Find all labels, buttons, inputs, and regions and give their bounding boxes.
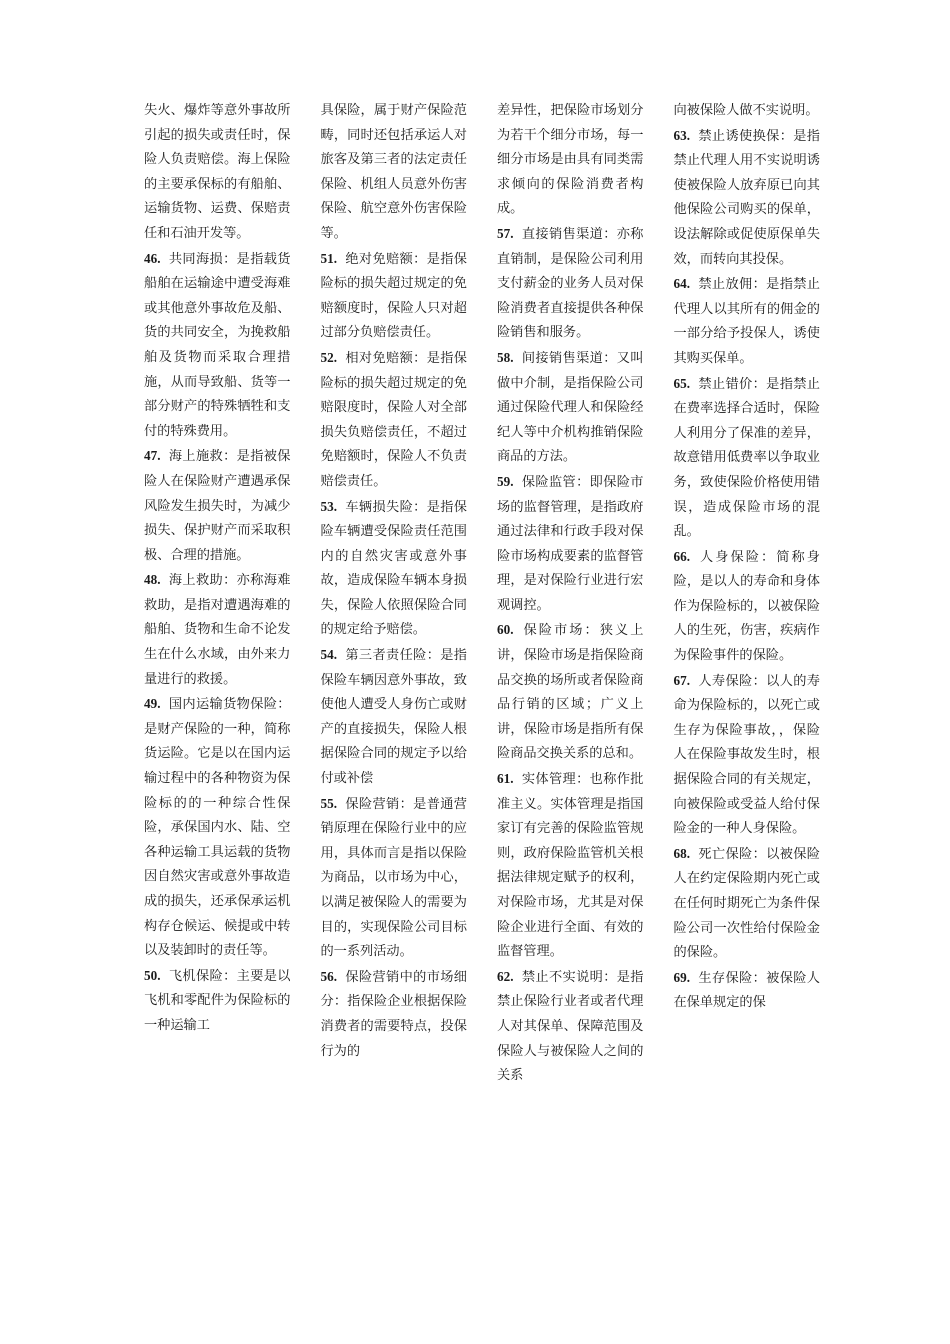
entry-number: 53. xyxy=(320,498,337,514)
entry-text: 海上施救：是指被保险人在保险财产遭遇承保风险发生损失时，为减少损失、保护财产而采取积极、合理的措施。 xyxy=(144,449,291,563)
glossary-entry xyxy=(497,618,644,767)
entry-text: 具保险，属于财产保险范畴，同时还包括承运人对旅客及第三者的法定责任保险、机组人员意外伤害保险、航空意外伤害保险等。 xyxy=(320,103,467,241)
glossary-entry xyxy=(144,99,291,247)
glossary-entry xyxy=(674,99,821,124)
entry-number: 68. xyxy=(673,845,690,861)
text-column-1 xyxy=(144,99,291,1229)
entry-number: 49. xyxy=(144,696,161,712)
glossary-entry xyxy=(321,495,468,644)
glossary-entry xyxy=(674,124,821,273)
entry-text: 生存保险：被保险人在保单规定的保 xyxy=(673,970,820,1011)
entry-text: 失火、爆炸等意外事故所引起的损失或责任时，保险人负责赔偿。海上保险的主要承保标的有船舶、运输货物、运费、保赔责任和石油开发等。 xyxy=(144,103,291,241)
glossary-entry xyxy=(497,99,644,222)
glossary-entry xyxy=(674,669,821,842)
entry-text: 车辆损失险：是指保险车辆遭受保险责任范围内的自然灾害或意外事故，造成保险车辆本身损失，保险人依照保险合同的规定给予赔偿。 xyxy=(320,499,467,638)
glossary-entry xyxy=(321,247,468,346)
glossary-entry xyxy=(497,346,644,470)
entry-text: 实体管理：也称作批准主义。实体管理是指国家订有完善的保险监管规则，政府保险监管机关根据法律规定赋予的权利，对保险市场，尤其是对保险企业进行全面、有效的监督管理。 xyxy=(497,772,644,960)
entry-text: 人身保险：简称身险，是以人的寿命和身体作为保险标的，以被保险人的生死，伤害，疾病作为保险事件的保险。 xyxy=(673,549,820,664)
glossary-entry xyxy=(497,222,644,346)
entry-number: 52. xyxy=(320,349,337,365)
entry-number: 47. xyxy=(144,448,161,464)
entry-number: 48. xyxy=(144,572,161,588)
entry-text: 保险市场：狭义上讲，保险市场是指保险商品交换的场所或者保险商品行销的区域；广义上讲，保险市场是指所有保险商品交换关系的总和。 xyxy=(497,623,644,762)
glossary-entry xyxy=(144,568,291,692)
entry-text: 禁止错价：是指禁止在费率选择合适时，保险人利用分了保准的差异，故意错用低费率以争取业务，致使保险价格使用错误，造成保险市场的混乱。 xyxy=(673,376,820,540)
entry-number: 60. xyxy=(497,622,514,638)
entry-text: 保险营销中的市场细分：指保险企业根据保险消费者的需要特点，投保行为的 xyxy=(320,969,467,1059)
glossary-entry xyxy=(497,767,644,965)
glossary-entry xyxy=(321,643,468,792)
glossary-entry xyxy=(144,692,291,964)
entry-number: 46. xyxy=(144,250,161,266)
text-column-4 xyxy=(674,99,821,1229)
entry-number: 61. xyxy=(497,771,514,787)
entry-text: 间接销售渠道：又叫做中介制，是指保险公司通过保险代理人和保险经纪人等中介机构推销保险商品的方法。 xyxy=(497,350,644,465)
entry-number: 62. xyxy=(497,968,514,984)
entry-number: 64. xyxy=(673,276,690,292)
entry-number: 54. xyxy=(320,647,337,663)
entry-text: 死亡保险：以被保险人在约定保险期内死亡或在任何时期死亡为条件保险公司一次性给付保险金的保险。 xyxy=(673,846,820,961)
document-page xyxy=(144,99,820,1229)
text-column-3 xyxy=(497,99,644,1229)
entry-text: 禁止放佣：是指禁止代理人以其所有的佣金的一部分给予投保人，诱使其购买保单。 xyxy=(673,277,820,366)
glossary-entry xyxy=(144,964,291,1039)
entry-number: 65. xyxy=(673,375,690,391)
entry-text: 飞机保险：主要是以飞机和零配件为保险标的一种运输工 xyxy=(144,968,291,1033)
glossary-entry xyxy=(674,842,821,966)
glossary-entry xyxy=(674,966,821,1016)
entry-text: 海上救助：亦称海难救助，是指对遭遇海难的船舶、货物和生命不论发生在什么水域，由外来力量进行的救援。 xyxy=(144,573,291,687)
glossary-entry xyxy=(674,372,821,545)
entry-text: 禁止诱使换保：是指禁止代理人用不实说明诱使被保险人放弃原已向其他保险公司购买的保单，设法解除或促使原保单失效，而转向其投保。 xyxy=(673,128,820,267)
glossary-entry xyxy=(674,272,821,371)
entry-number: 66. xyxy=(673,548,690,564)
entry-text: 国内运输货物保险：是财产保险的一种，简称货运险。它是以在国内运输过程中的各种物资为保险标的的一种综合性保险，承保国内水、陆、空各种运输工具运载的货物因自然灾害或意外事故造成的损失，还承保承运机构存仓候运、候提或中转以及装卸时的责任等。 xyxy=(144,697,291,959)
glossary-entry xyxy=(144,444,291,568)
glossary-entry xyxy=(497,470,644,619)
entry-number: 67. xyxy=(673,672,690,688)
entry-text: 差异性，把保险市场划分为若干个细分市场，每一细分市场是由具有同类需求倾向的保险消费者构成。 xyxy=(497,103,644,217)
entry-text: 相对免赔额：是指保险标的损失超过规定的免赔限度时，保险人对全部损失负赔偿责任，不超过免赔额时，保险人不负责赔偿责任。 xyxy=(320,350,467,489)
entry-text: 禁止不实说明：是指禁止保险行业者或者代理人对其保单、保障范围及保险人与被保险人之间的关系 xyxy=(497,969,644,1084)
text-column-2 xyxy=(321,99,468,1229)
entry-number: 58. xyxy=(497,349,514,365)
glossary-entry xyxy=(321,792,468,965)
entry-text: 绝对免赔额：是指保险标的损失超过规定的免赔额度时，保险人只对超过部分负赔偿责任。 xyxy=(320,251,467,341)
entry-number: 56. xyxy=(320,968,337,984)
entry-text: 第三者责任险：是指保险车辆因意外事故，致使他人遭受人身伤亡或财产的直接损失，保险人根据保险合同的规定予以给付或补偿 xyxy=(320,648,467,787)
entry-text: 人寿保险：以人的寿命为保险标的，以死亡或生存为保险事故，，保险人在保险事故发生时，根据保险合同的有关规定，向被保险或受益人给付保险金的一种人身保险。 xyxy=(673,673,820,837)
entry-number: 50. xyxy=(144,967,161,983)
glossary-entry xyxy=(321,965,468,1064)
entry-number: 69. xyxy=(673,969,690,985)
entry-text: 共同海损：是指载货船舶在运输途中遭受海难或其他意外事故危及船、货的共同安全，为挽救船舶及货物而采取合理措施，从而导致船、货等一部分财产的特殊牺牲和支付的特殊费用。 xyxy=(144,251,291,439)
glossary-entry xyxy=(674,545,821,669)
entry-text: 保险监管：即保险市场的监督管理，是指政府通过法律和行政手段对保险市场构成要素的监督管理，是对保险行业进行宏观调控。 xyxy=(497,474,644,613)
glossary-entry xyxy=(321,346,468,495)
entry-number: 59. xyxy=(497,473,514,489)
entry-number: 63. xyxy=(673,127,690,143)
entry-text: 向被保险人做不实说明。 xyxy=(673,103,819,118)
entry-number: 55. xyxy=(320,795,337,811)
glossary-entry xyxy=(144,247,291,445)
entry-text: 保险营销：是普通营销原理在保险行业中的应用，具体而言是指以保险为商品，以市场为中心，以满足被保险人的需要为目的，实现保险公司目标的一系列活动。 xyxy=(320,796,467,960)
entry-number: 51. xyxy=(320,250,337,266)
entry-text: 直接销售渠道：亦称直销制，是保险公司利用支付薪金的业务人员对保险消费者直接提供各种保险销售和服务。 xyxy=(497,226,644,341)
entry-number: 57. xyxy=(497,225,514,241)
glossary-entry xyxy=(497,965,644,1089)
glossary-entry xyxy=(321,99,468,247)
